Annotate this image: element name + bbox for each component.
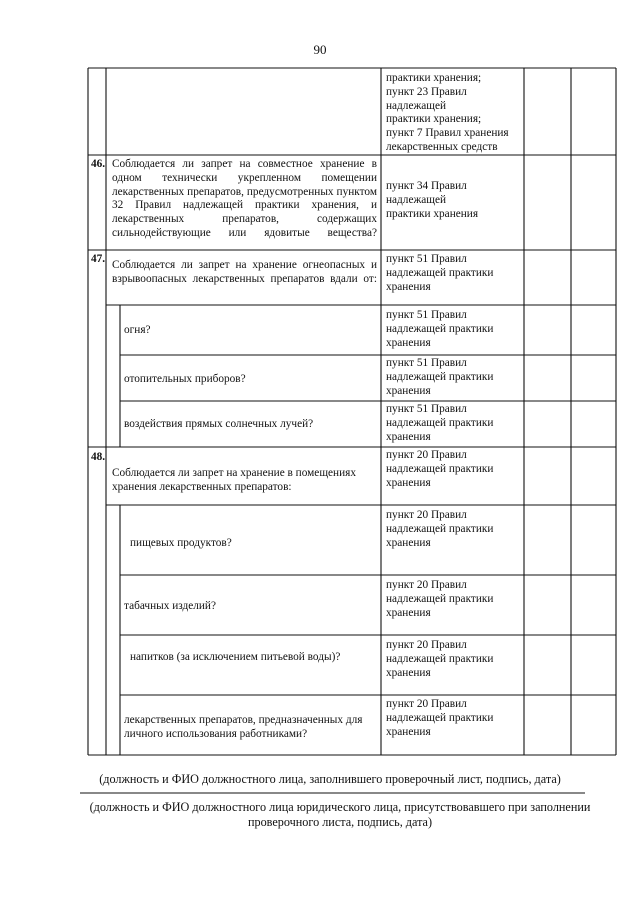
row-0-requisites: практики хранения; пункт 23 Правил надлежащей практики хранения; пункт 7 Правил хранения лекарственных средств [386, 72, 509, 153]
row-47c-question: воздействия прямых солнечных лучей? [124, 418, 314, 430]
row-48a-question: пищевых продуктов? [130, 537, 232, 549]
row-47a-requisites: пункт 51 Правил надлежащей практики хранения [386, 309, 494, 349]
row-48d-question: лекарственных препаратов, предназначенных для личного использования работниками? [124, 714, 363, 740]
signature-caption-legal-entity: (должность и ФИО должностного лица юридического лица, присутствовавшего при заполнении проверочного листа, подпись, дата) [89, 800, 591, 829]
row-47a-question: огня? [124, 324, 151, 336]
row-48-question: Соблюдается ли запрет на хранение в помещениях хранения лекарственных препаратов: [112, 467, 356, 493]
row-47b-requisites: пункт 51 Правил надлежащей практики хранения [386, 357, 494, 397]
row-48c-question: напитков (за исключением питьевой воды)? [130, 651, 341, 663]
row-48d-requisites: пункт 20 Правил надлежащей практики хранения [386, 698, 494, 738]
row-47c-requisites: пункт 51 Правил надлежащей практики хранения [386, 403, 494, 443]
row-46-number: 46. [91, 158, 106, 170]
row-48a-requisites: пункт 20 Правил надлежащей практики хранения [386, 509, 494, 549]
row-48-number: 48. [91, 451, 106, 463]
row-47b-question: отопительных приборов? [124, 373, 246, 385]
row-48b-requisites: пункт 20 Правил надлежащей практики хранения [386, 579, 494, 619]
page-number: 90 [313, 42, 327, 57]
row-48c-requisites: пункт 20 Правил надлежащей практики хранения [386, 639, 494, 679]
row-47-number: 47. [91, 253, 106, 265]
row-48-requisites: пункт 20 Правил надлежащей практики хранения [386, 449, 494, 489]
signature-caption-inspector: (должность и ФИО должностного лица, заполнившего проверочный лист, подпись, дата) [99, 772, 561, 786]
row-46-question: Соблюдается ли запрет на совместное хранение в одном технически укрепленном помещении лекарственных препаратов, предусмотренных пунктом 32 Правил надлежащей практики хранения, и лекарственных препаратов, содержащих сильнодействующие или ядовитые вещества? [112, 158, 377, 239]
row-47-requisites: пункт 51 Правил надлежащей практики хранения [386, 253, 494, 293]
row-47-question: Соблюдается ли запрет на хранение огнеопасных и взрывоопасных лекарственных препаратов вдали от: [112, 259, 377, 285]
row-48b-question: табачных изделий? [124, 600, 216, 612]
row-46-requisites: пункт 34 Правил надлежащей практики хранения [386, 180, 479, 220]
